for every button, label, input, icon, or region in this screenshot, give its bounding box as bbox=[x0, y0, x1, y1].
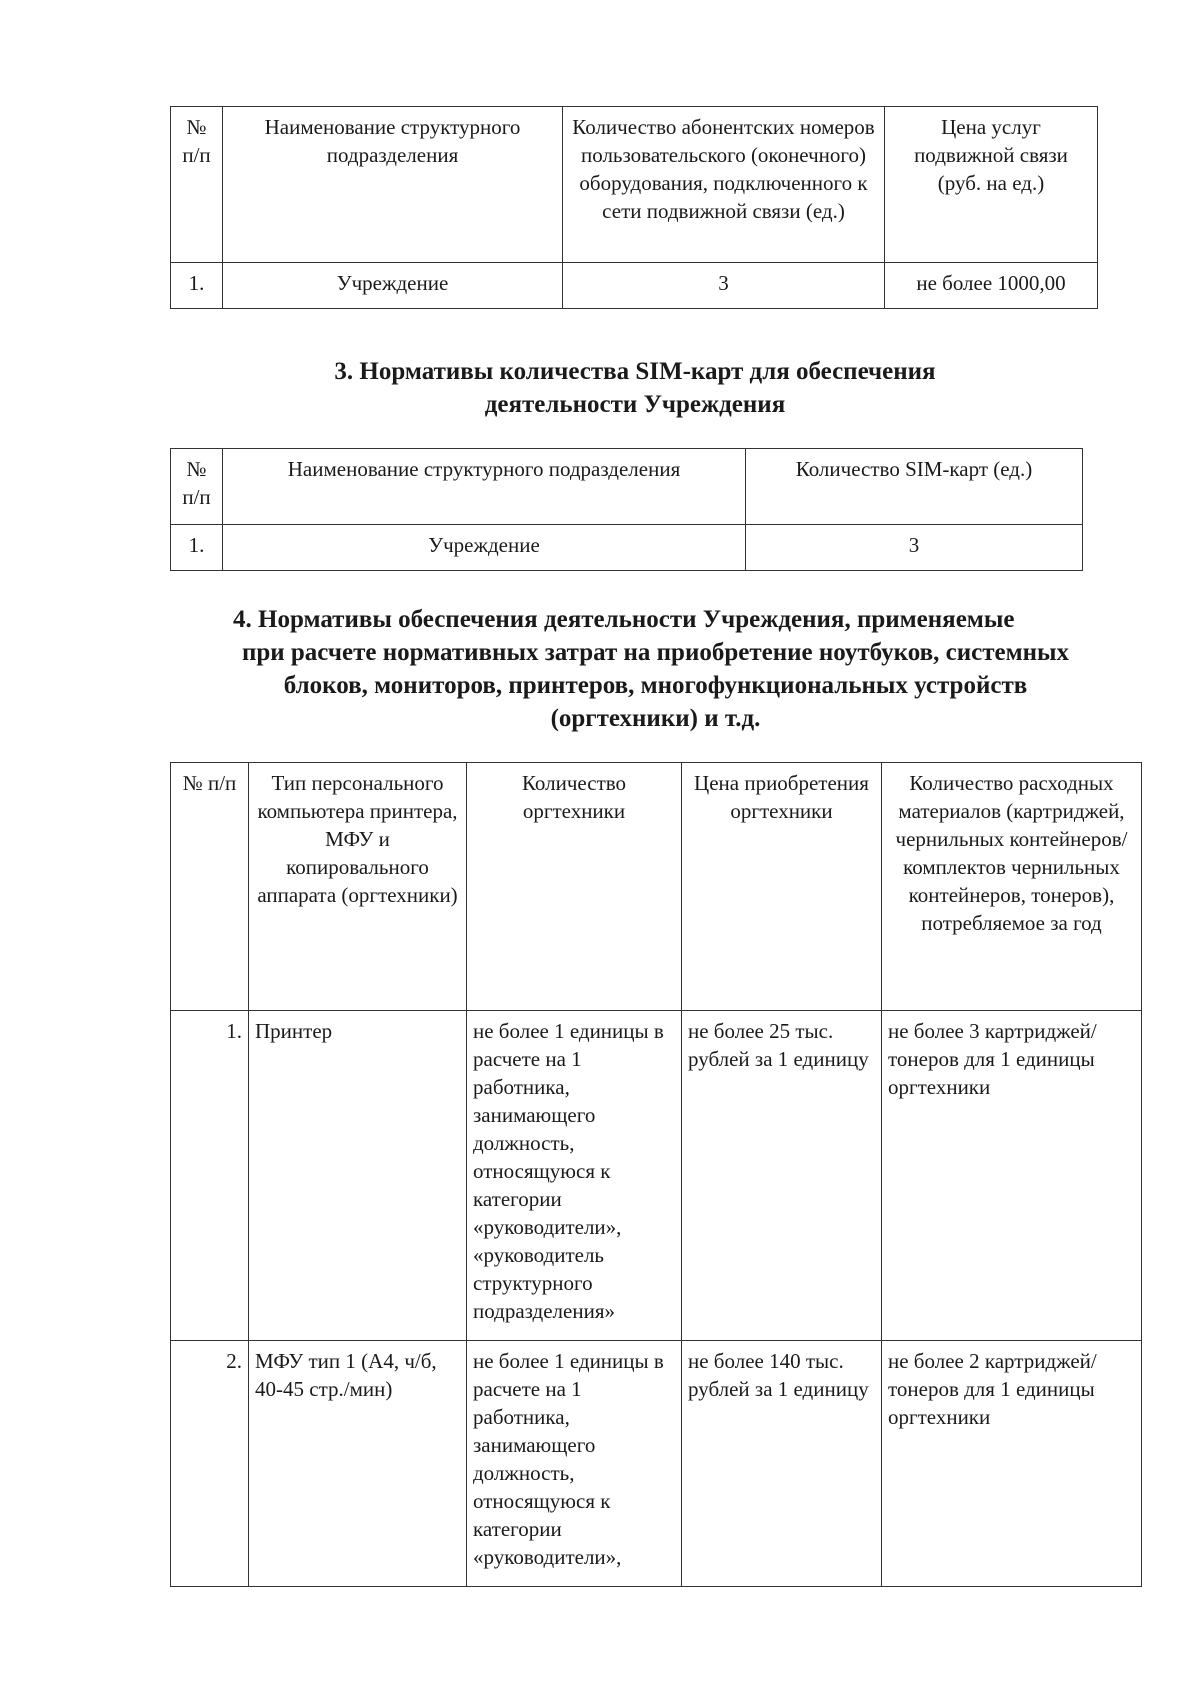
table-header-row bbox=[171, 763, 1142, 1011]
section-3-title bbox=[170, 355, 1100, 421]
cell-equipment-type: МФУ тип 1 (А4, ч/б, 40-45 стр./мин) bbox=[249, 1341, 467, 1587]
cell-equipment-type: Принтер bbox=[249, 1011, 467, 1341]
table-header-row bbox=[171, 449, 1083, 525]
cell-consumables: не более 2 картриджей/тонеров для 1 единицы оргтехники bbox=[882, 1341, 1142, 1587]
cell-equipment-count: не более 1 единицы в расчете на 1 работника, занимающего должность, относящуюся к категории «руководители», bbox=[467, 1341, 682, 1587]
mobile-numbers-table bbox=[170, 106, 1098, 309]
cell-purchase-price: не более 25 тыс. рублей за 1 единицу bbox=[682, 1011, 882, 1341]
cell-division: Учреждение bbox=[223, 525, 746, 571]
table-row bbox=[171, 263, 1098, 309]
table-row bbox=[171, 1011, 1142, 1341]
cell-sim-count: 3 bbox=[746, 525, 1083, 571]
cell-price: не более 1000,00 bbox=[885, 263, 1098, 309]
table-row bbox=[171, 525, 1083, 571]
cell-purchase-price: не более 140 тыс. рублей за 1 единицу bbox=[682, 1341, 882, 1587]
header-cell-equipment-count: Количество оргтехники bbox=[467, 763, 682, 1011]
section-3-title-line-2: деятельности Учреждения bbox=[484, 391, 786, 418]
cell-number: 1. bbox=[171, 525, 223, 571]
cell-subscriber-count: 3 bbox=[563, 263, 885, 309]
cell-number: 2. bbox=[171, 1341, 249, 1587]
header-cell-division: Наименование структурного подразделения bbox=[223, 449, 746, 525]
office-equipment-table bbox=[170, 762, 1142, 1587]
section-4-title-line-1: 4. Нормативы обеспечения деятельности Учреждения, применяемые bbox=[233, 606, 1015, 633]
table-header-row bbox=[171, 107, 1098, 263]
header-cell-equipment-type: Тип персонального компьютера принтера, МФУ и копировального аппарата (оргтехники) bbox=[249, 763, 467, 1011]
header-cell-subscriber-count: Количество абонентских номеров пользовательского (оконечного) оборудования, подключенного к сети подвижной связи (ед.) bbox=[563, 107, 885, 263]
cell-equipment-count: не более 1 единицы в расчете на 1 работника, занимающего должность, относящуюся к категории «руководители», «руководитель структурного подразделения» bbox=[467, 1011, 682, 1341]
section-3-title-line-1: 3. Нормативы количества SIM-карт для обеспечения bbox=[334, 358, 936, 385]
table-row bbox=[171, 1341, 1142, 1587]
header-cell-price: Цена услуг подвижной связи (руб. на ед.) bbox=[885, 107, 1098, 263]
header-cell-division: Наименование структурного подразделения bbox=[223, 107, 563, 263]
section-4-title-line-2: при расчете нормативных затрат на приобретение ноутбуков, системных bbox=[241, 639, 1070, 666]
section-4-title-line-3: блоков, мониторов, принтеров, многофункциональных устройств bbox=[283, 672, 1028, 699]
cell-number: 1. bbox=[171, 1011, 249, 1341]
cell-division: Учреждение bbox=[223, 263, 563, 309]
cell-number: 1. bbox=[171, 263, 223, 309]
header-cell-number: № п/п bbox=[171, 763, 249, 1011]
header-cell-purchase-price: Цена приобретения оргтехники bbox=[682, 763, 882, 1011]
cell-consumables: не более 3 картриджей/тонеров для 1 единицы оргтехники bbox=[882, 1011, 1142, 1341]
header-cell-number: № п/п bbox=[171, 449, 223, 525]
section-4-title-line-4: (оргтехники) и т.д. bbox=[550, 705, 761, 732]
header-cell-consumables: Количество расходных материалов (картриджей, чернильных контейнеров/комплектов чернильных контейнеров, тонеров), потребляемое за год bbox=[882, 763, 1142, 1011]
header-cell-sim-count: Количество SIM-карт (ед.) bbox=[746, 449, 1083, 525]
sim-cards-table bbox=[170, 448, 1083, 571]
section-4-title bbox=[170, 603, 1141, 735]
header-cell-number: № п/п bbox=[171, 107, 223, 263]
